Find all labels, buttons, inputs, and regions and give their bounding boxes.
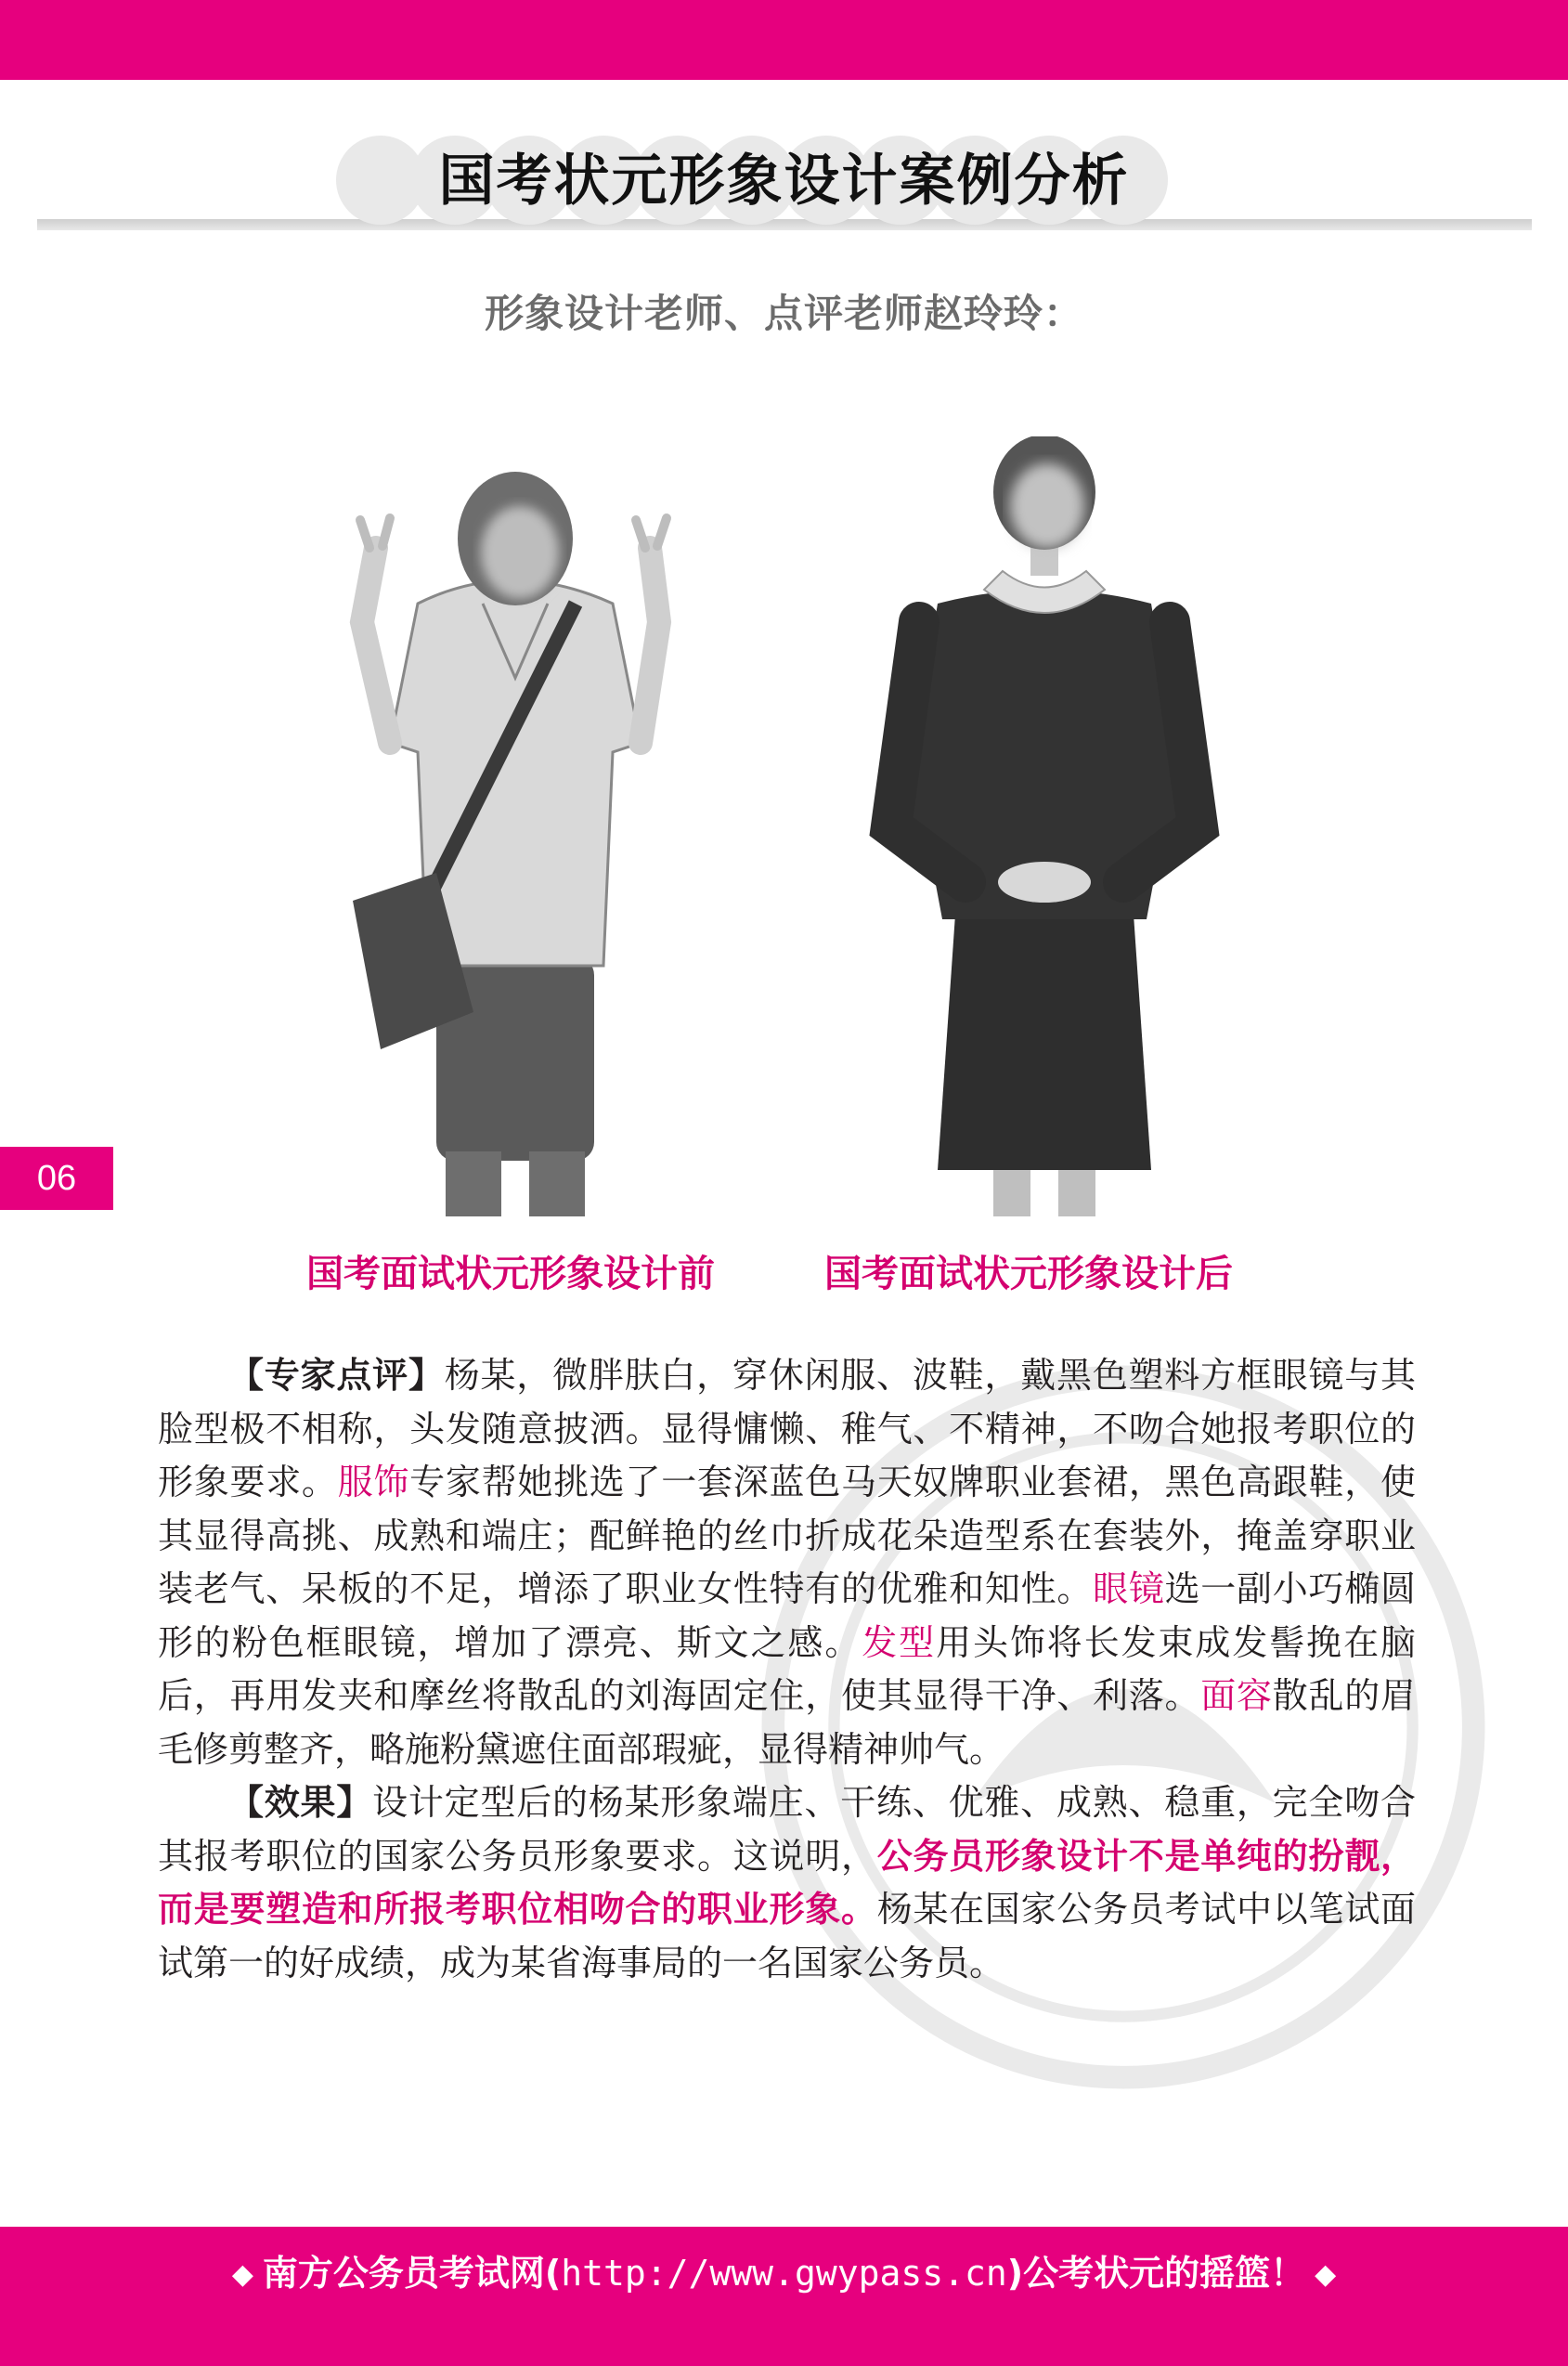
expert-review-tag: 【专家点评】 <box>228 1355 445 1396</box>
diamond-icon: ◆ <box>231 2258 253 2291</box>
keyword-face: 面容 <box>1200 1675 1273 1716</box>
effect-text-1: 设计定型后的杨某形象端庄、干练、优雅、成熟、稳重，完全吻合其报考职位的国家公务员形象要求。这说明， <box>158 1782 1416 1877</box>
article-body <box>158 1349 1416 1990</box>
review-text-1: 杨某，微胖肤白，穿休闲服、波鞋，戴黑色塑料方框眼镜与其脸型极不相称，头发随意披洒。显得慵懒、稚气、不精神，不吻合她报考职位的形象要求。 <box>158 1355 1416 1502</box>
caption-after: 国考面试状元形象设计后 <box>824 1253 1233 1295</box>
page-title: 国考状元形象设计案例分析 <box>438 149 1130 214</box>
page-subtitle: 形象设计老师、点评老师赵玲玲： <box>484 291 1083 336</box>
keyword-clothing: 服饰 <box>337 1462 410 1502</box>
before-figure-illustration <box>334 436 706 1226</box>
review-text-2: 专家帮她挑选了一套深蓝色马天奴牌职业套裙，黑色高跟鞋，使其显得高挑、成熟和端庄；配鲜艳的丝巾折成花朵造型系在套装外，掩盖穿职业装老气、呆板的不足，增添了职业女性特有的优雅和知性。 <box>158 1462 1416 1609</box>
diamond-icon: ◆ <box>1315 2258 1337 2291</box>
caption-before: 国考面试状元形象设计前 <box>306 1253 715 1295</box>
review-text-3: 选一副小巧椭圆形的粉色框眼镜，增加了漂亮、斯文之感。 <box>158 1568 1416 1663</box>
footer-suffix: )公考状元的摇篮！ <box>1006 2253 1306 2294</box>
effect-highlight: 公务员形象设计不是单纯的扮靓，而是要塑造和所报考职位相吻合的职业形象。 <box>158 1835 1416 1930</box>
review-text-4: 用头饰将长发束成发髻挽在脑后，再用发夹和摩丝将散乱的刘海固定住，使其显得干净、利落。 <box>158 1621 1416 1716</box>
title-banner <box>0 130 1568 251</box>
photo-after-design <box>854 436 1244 1226</box>
review-text-5: 散乱的眉毛修剪整齐，略施粉黛遮住面部瑕疵，显得精神帅气。 <box>158 1675 1416 1770</box>
keyword-hairstyle: 发型 <box>862 1621 937 1663</box>
photo-before-design <box>334 436 706 1226</box>
keyword-glasses: 眼镜 <box>1093 1568 1165 1609</box>
after-figure-illustration <box>854 436 1244 1226</box>
footer-url-link[interactable]: http://www.gwypass.cn <box>561 2253 1007 2294</box>
effect-tag: 【效果】 <box>228 1782 373 1823</box>
footer-slogan <box>0 2227 1568 2320</box>
page-number-tab: 06 <box>0 1147 113 1210</box>
effect-text-2: 杨某在国家公务员考试中以笔试面试第一的好成绩，成为某省海事局的一名国家公务员。 <box>158 1889 1416 1983</box>
effect-paragraph <box>158 1776 1416 1990</box>
footer-prefix: 南方公务员考试网( <box>262 2253 562 2294</box>
expert-review-paragraph <box>158 1349 1416 1776</box>
top-magenta-bar <box>0 0 1568 80</box>
